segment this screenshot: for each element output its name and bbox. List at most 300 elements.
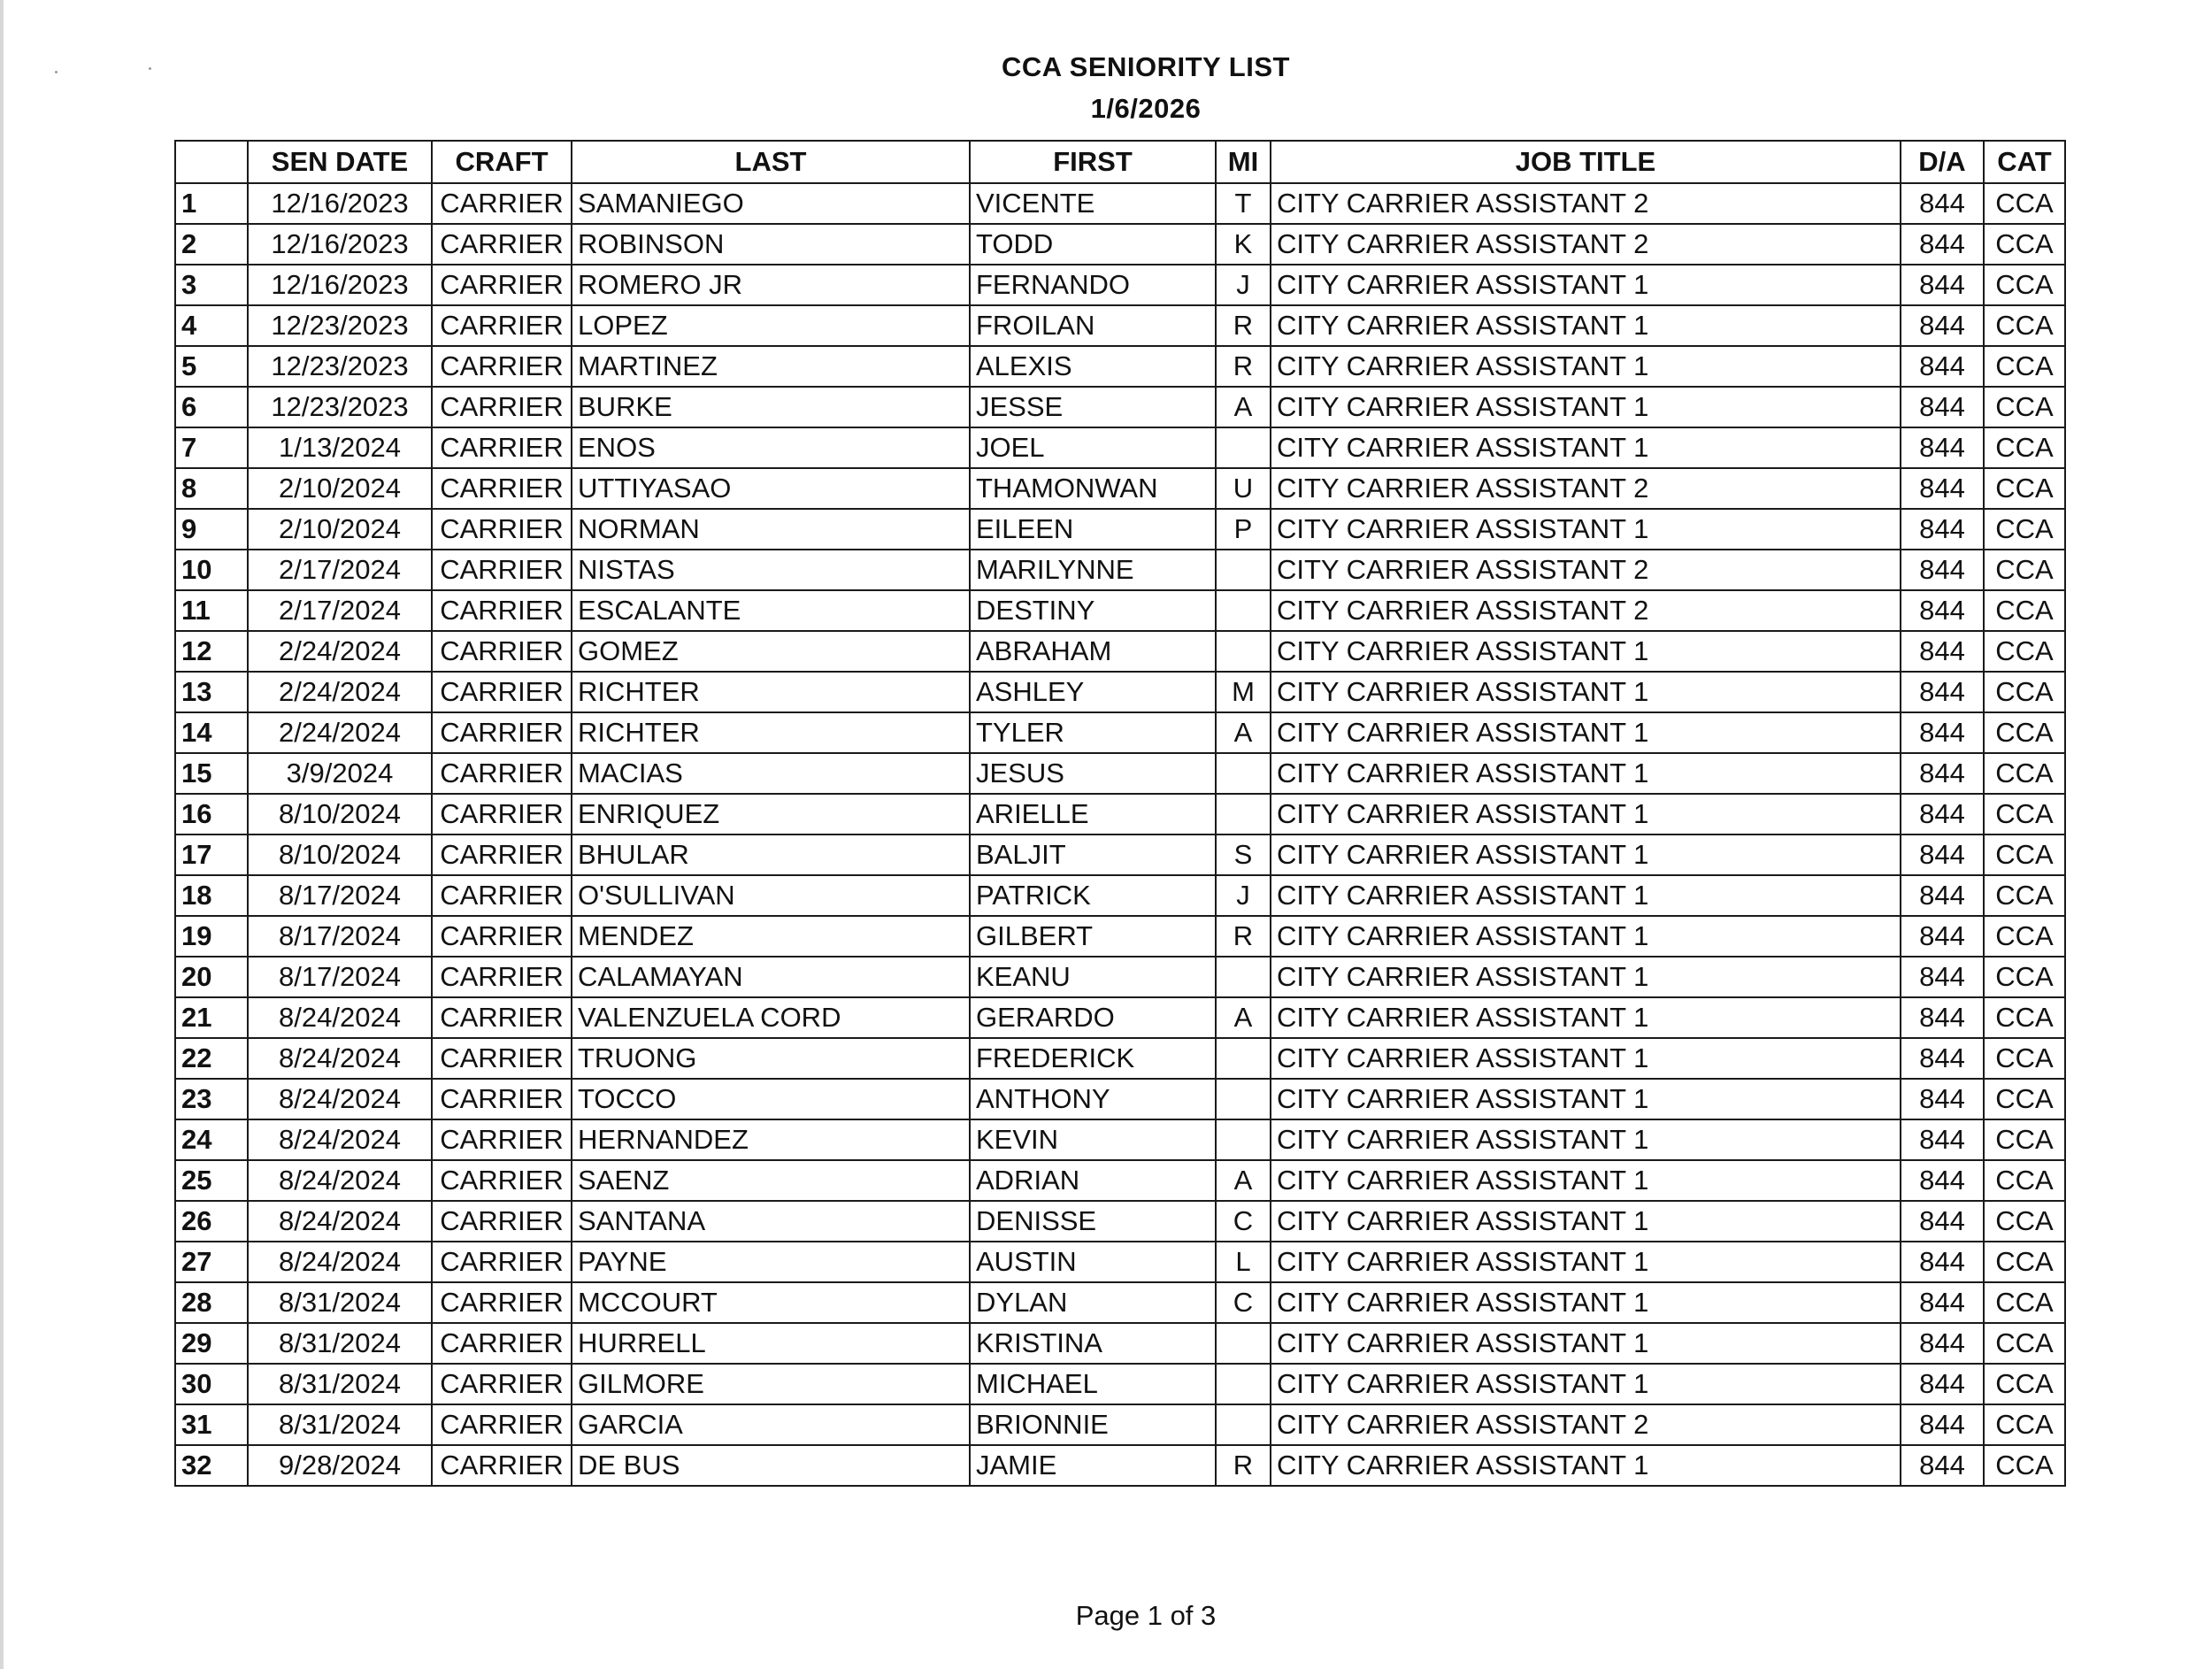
cell-first-name: FROILAN [970, 305, 1216, 346]
cell-middle-initial: U [1216, 468, 1271, 509]
cell-craft: CARRIER [432, 224, 572, 265]
cell-craft: CARRIER [432, 427, 572, 468]
cell-row-number: 11 [175, 590, 248, 631]
cell-job-title: CITY CARRIER ASSISTANT 2 [1271, 183, 1901, 224]
cell-job-title: CITY CARRIER ASSISTANT 1 [1271, 1119, 1901, 1160]
table-row [175, 509, 2065, 550]
seniority-table [174, 140, 2066, 1487]
cell-sen-date: 8/24/2024 [248, 1201, 432, 1242]
cell-category: CCA [1984, 997, 2065, 1038]
cell-last-name: TRUONG [572, 1038, 970, 1079]
cell-da-code: 844 [1901, 916, 1984, 957]
cell-last-name: CALAMAYAN [572, 957, 970, 997]
cell-last-name: RICHTER [572, 672, 970, 712]
cell-job-title: CITY CARRIER ASSISTANT 2 [1271, 224, 1901, 265]
cell-first-name: ALEXIS [970, 346, 1216, 387]
cell-da-code: 844 [1901, 794, 1984, 834]
cell-category: CCA [1984, 1445, 2065, 1486]
table-row [175, 1201, 2065, 1242]
cell-last-name: O'SULLIVAN [572, 875, 970, 916]
cell-category: CCA [1984, 712, 2065, 753]
cell-first-name: TODD [970, 224, 1216, 265]
cell-da-code: 844 [1901, 387, 1984, 427]
cell-category: CCA [1984, 1364, 2065, 1404]
cell-row-number: 8 [175, 468, 248, 509]
cell-da-code: 844 [1901, 631, 1984, 672]
cell-job-title: CITY CARRIER ASSISTANT 1 [1271, 265, 1901, 305]
cell-last-name: NISTAS [572, 550, 970, 590]
cell-da-code: 844 [1901, 590, 1984, 631]
cell-category: CCA [1984, 1119, 2065, 1160]
page-title: CCA SENIORITY LIST [1002, 51, 1290, 82]
cell-category: CCA [1984, 916, 2065, 957]
cell-category: CCA [1984, 631, 2065, 672]
cell-first-name: FERNANDO [970, 265, 1216, 305]
cell-craft: CARRIER [432, 1242, 572, 1282]
table-row [175, 753, 2065, 794]
cell-sen-date: 12/16/2023 [248, 265, 432, 305]
table-row [175, 550, 2065, 590]
column-header-sen-date: SEN DATE [248, 141, 432, 183]
cell-row-number: 3 [175, 265, 248, 305]
cell-da-code: 844 [1901, 1201, 1984, 1242]
cell-craft: CARRIER [432, 387, 572, 427]
cell-sen-date: 1/13/2024 [248, 427, 432, 468]
cell-first-name: MARILYNNE [970, 550, 1216, 590]
cell-job-title: CITY CARRIER ASSISTANT 1 [1271, 1160, 1901, 1201]
cell-first-name: PATRICK [970, 875, 1216, 916]
table-row [175, 1404, 2065, 1445]
cell-sen-date: 8/10/2024 [248, 794, 432, 834]
cell-first-name: DYLAN [970, 1282, 1216, 1323]
cell-middle-initial [1216, 1404, 1271, 1445]
cell-last-name: MCCOURT [572, 1282, 970, 1323]
cell-first-name: GERARDO [970, 997, 1216, 1038]
cell-category: CCA [1984, 224, 2065, 265]
cell-first-name: KEVIN [970, 1119, 1216, 1160]
scan-edge [0, 0, 4, 1669]
cell-first-name: ABRAHAM [970, 631, 1216, 672]
cell-row-number: 6 [175, 387, 248, 427]
cell-da-code: 844 [1901, 183, 1984, 224]
cell-row-number: 21 [175, 997, 248, 1038]
cell-category: CCA [1984, 427, 2065, 468]
cell-sen-date: 12/23/2023 [248, 387, 432, 427]
cell-da-code: 844 [1901, 1079, 1984, 1119]
table-body [175, 183, 2065, 1486]
cell-job-title: CITY CARRIER ASSISTANT 1 [1271, 957, 1901, 997]
cell-middle-initial: P [1216, 509, 1271, 550]
cell-job-title: CITY CARRIER ASSISTANT 1 [1271, 997, 1901, 1038]
cell-middle-initial: S [1216, 834, 1271, 875]
cell-row-number: 31 [175, 1404, 248, 1445]
cell-first-name: ARIELLE [970, 794, 1216, 834]
cell-category: CCA [1984, 468, 2065, 509]
cell-row-number: 15 [175, 753, 248, 794]
cell-job-title: CITY CARRIER ASSISTANT 1 [1271, 794, 1901, 834]
cell-craft: CARRIER [432, 1079, 572, 1119]
cell-craft: CARRIER [432, 1364, 572, 1404]
cell-category: CCA [1984, 794, 2065, 834]
cell-job-title: CITY CARRIER ASSISTANT 1 [1271, 1282, 1901, 1323]
table-row [175, 712, 2065, 753]
cell-first-name: MICHAEL [970, 1364, 1216, 1404]
cell-sen-date: 12/16/2023 [248, 183, 432, 224]
cell-da-code: 844 [1901, 672, 1984, 712]
list-date: 1/6/2026 [1090, 93, 1202, 124]
cell-craft: CARRIER [432, 834, 572, 875]
cell-craft: CARRIER [432, 305, 572, 346]
cell-craft: CARRIER [432, 1404, 572, 1445]
cell-job-title: CITY CARRIER ASSISTANT 2 [1271, 1404, 1901, 1445]
cell-job-title: CITY CARRIER ASSISTANT 2 [1271, 550, 1901, 590]
cell-last-name: ENRIQUEZ [572, 794, 970, 834]
cell-first-name: AUSTIN [970, 1242, 1216, 1282]
cell-first-name: BALJIT [970, 834, 1216, 875]
cell-last-name: MACIAS [572, 753, 970, 794]
cell-da-code: 844 [1901, 1160, 1984, 1201]
cell-middle-initial [1216, 1119, 1271, 1160]
cell-da-code: 844 [1901, 1404, 1984, 1445]
cell-craft: CARRIER [432, 916, 572, 957]
table-row [175, 1364, 2065, 1404]
column-header-last-name: LAST [572, 141, 970, 183]
table-row [175, 1119, 2065, 1160]
cell-sen-date: 8/24/2024 [248, 1242, 432, 1282]
cell-craft: CARRIER [432, 1201, 572, 1242]
cell-category: CCA [1984, 1079, 2065, 1119]
cell-craft: CARRIER [432, 346, 572, 387]
cell-row-number: 30 [175, 1364, 248, 1404]
cell-craft: CARRIER [432, 672, 572, 712]
cell-da-code: 844 [1901, 468, 1984, 509]
cell-craft: CARRIER [432, 1282, 572, 1323]
cell-job-title: CITY CARRIER ASSISTANT 1 [1271, 631, 1901, 672]
cell-craft: CARRIER [432, 1445, 572, 1486]
cell-middle-initial [1216, 550, 1271, 590]
cell-last-name: DE BUS [572, 1445, 970, 1486]
table-row [175, 672, 2065, 712]
cell-job-title: CITY CARRIER ASSISTANT 1 [1271, 875, 1901, 916]
cell-sen-date: 8/31/2024 [248, 1282, 432, 1323]
table-row [175, 1038, 2065, 1079]
table-row [175, 590, 2065, 631]
cell-da-code: 844 [1901, 1364, 1984, 1404]
column-header-da-code: D/A [1901, 141, 1984, 183]
cell-first-name: KRISTINA [970, 1323, 1216, 1364]
cell-category: CCA [1984, 509, 2065, 550]
cell-first-name: ADRIAN [970, 1160, 1216, 1201]
cell-job-title: CITY CARRIER ASSISTANT 1 [1271, 1201, 1901, 1242]
cell-first-name: TYLER [970, 712, 1216, 753]
cell-da-code: 844 [1901, 997, 1984, 1038]
cell-category: CCA [1984, 1242, 2065, 1282]
cell-da-code: 844 [1901, 957, 1984, 997]
cell-da-code: 844 [1901, 875, 1984, 916]
cell-job-title: CITY CARRIER ASSISTANT 1 [1271, 834, 1901, 875]
cell-middle-initial: T [1216, 183, 1271, 224]
table-row [175, 387, 2065, 427]
cell-sen-date: 12/23/2023 [248, 305, 432, 346]
cell-da-code: 844 [1901, 712, 1984, 753]
cell-category: CCA [1984, 265, 2065, 305]
cell-sen-date: 2/10/2024 [248, 468, 432, 509]
cell-craft: CARRIER [432, 1323, 572, 1364]
cell-first-name: BRIONNIE [970, 1404, 1216, 1445]
cell-middle-initial: C [1216, 1201, 1271, 1242]
cell-first-name: VICENTE [970, 183, 1216, 224]
cell-da-code: 844 [1901, 509, 1984, 550]
cell-last-name: GOMEZ [572, 631, 970, 672]
cell-sen-date: 2/10/2024 [248, 509, 432, 550]
cell-craft: CARRIER [432, 590, 572, 631]
cell-category: CCA [1984, 590, 2065, 631]
cell-middle-initial: R [1216, 346, 1271, 387]
cell-last-name: VALENZUELA CORD [572, 997, 970, 1038]
cell-row-number: 23 [175, 1079, 248, 1119]
cell-da-code: 844 [1901, 427, 1984, 468]
cell-job-title: CITY CARRIER ASSISTANT 1 [1271, 1323, 1901, 1364]
cell-job-title: CITY CARRIER ASSISTANT 1 [1271, 672, 1901, 712]
cell-middle-initial: R [1216, 1445, 1271, 1486]
cell-first-name: ANTHONY [970, 1079, 1216, 1119]
cell-craft: CARRIER [432, 631, 572, 672]
cell-last-name: NORMAN [572, 509, 970, 550]
cell-first-name: KEANU [970, 957, 1216, 997]
cell-craft: CARRIER [432, 997, 572, 1038]
cell-middle-initial [1216, 1038, 1271, 1079]
cell-craft: CARRIER [432, 550, 572, 590]
cell-first-name: GILBERT [970, 916, 1216, 957]
cell-craft: CARRIER [432, 468, 572, 509]
table-row [175, 916, 2065, 957]
cell-row-number: 32 [175, 1445, 248, 1486]
header-row [175, 141, 2065, 183]
cell-sen-date: 8/24/2024 [248, 1160, 432, 1201]
cell-da-code: 844 [1901, 1038, 1984, 1079]
cell-sen-date: 8/24/2024 [248, 997, 432, 1038]
cell-craft: CARRIER [432, 1119, 572, 1160]
cell-sen-date: 3/9/2024 [248, 753, 432, 794]
cell-row-number: 20 [175, 957, 248, 997]
table-row [175, 957, 2065, 997]
cell-category: CCA [1984, 346, 2065, 387]
cell-craft: CARRIER [432, 265, 572, 305]
cell-sen-date: 2/24/2024 [248, 712, 432, 753]
cell-middle-initial: J [1216, 875, 1271, 916]
cell-first-name: EILEEN [970, 509, 1216, 550]
cell-sen-date: 8/24/2024 [248, 1038, 432, 1079]
cell-last-name: BURKE [572, 387, 970, 427]
cell-job-title: CITY CARRIER ASSISTANT 1 [1271, 1364, 1901, 1404]
cell-last-name: MENDEZ [572, 916, 970, 957]
cell-first-name: JAMIE [970, 1445, 1216, 1486]
cell-category: CCA [1984, 1160, 2065, 1201]
cell-first-name: ASHLEY [970, 672, 1216, 712]
cell-row-number: 26 [175, 1201, 248, 1242]
cell-craft: CARRIER [432, 794, 572, 834]
cell-sen-date: 8/24/2024 [248, 1079, 432, 1119]
cell-middle-initial [1216, 427, 1271, 468]
cell-category: CCA [1984, 834, 2065, 875]
cell-last-name: LOPEZ [572, 305, 970, 346]
cell-category: CCA [1984, 1038, 2065, 1079]
cell-craft: CARRIER [432, 712, 572, 753]
table-row [175, 427, 2065, 468]
cell-sen-date: 8/17/2024 [248, 875, 432, 916]
cell-craft: CARRIER [432, 753, 572, 794]
cell-row-number: 13 [175, 672, 248, 712]
cell-job-title: CITY CARRIER ASSISTANT 2 [1271, 590, 1901, 631]
cell-row-number: 4 [175, 305, 248, 346]
table-row [175, 468, 2065, 509]
cell-row-number: 29 [175, 1323, 248, 1364]
cell-last-name: GILMORE [572, 1364, 970, 1404]
cell-row-number: 7 [175, 427, 248, 468]
cell-middle-initial: A [1216, 387, 1271, 427]
cell-category: CCA [1984, 183, 2065, 224]
cell-last-name: ENOS [572, 427, 970, 468]
cell-craft: CARRIER [432, 1038, 572, 1079]
cell-last-name: MARTINEZ [572, 346, 970, 387]
cell-last-name: SAENZ [572, 1160, 970, 1201]
cell-category: CCA [1984, 1201, 2065, 1242]
cell-category: CCA [1984, 957, 2065, 997]
column-header-row-number [175, 141, 248, 183]
cell-job-title: CITY CARRIER ASSISTANT 1 [1271, 509, 1901, 550]
cell-row-number: 19 [175, 916, 248, 957]
cell-row-number: 5 [175, 346, 248, 387]
table-row [175, 631, 2065, 672]
cell-middle-initial: R [1216, 916, 1271, 957]
cell-last-name: GARCIA [572, 1404, 970, 1445]
cell-category: CCA [1984, 550, 2065, 590]
table-row [175, 305, 2065, 346]
page-number: Page 1 of 3 [1075, 1600, 1217, 1631]
cell-first-name: DENISSE [970, 1201, 1216, 1242]
cell-job-title: CITY CARRIER ASSISTANT 1 [1271, 1242, 1901, 1282]
column-header-first-name: FIRST [970, 141, 1216, 183]
cell-da-code: 844 [1901, 224, 1984, 265]
table-row [175, 265, 2065, 305]
cell-category: CCA [1984, 1404, 2065, 1445]
table-row [175, 1282, 2065, 1323]
table-row [175, 1242, 2065, 1282]
cell-middle-initial [1216, 631, 1271, 672]
cell-sen-date: 8/17/2024 [248, 916, 432, 957]
cell-middle-initial [1216, 1364, 1271, 1404]
cell-first-name: FREDERICK [970, 1038, 1216, 1079]
cell-da-code: 844 [1901, 1282, 1984, 1323]
cell-job-title: CITY CARRIER ASSISTANT 1 [1271, 305, 1901, 346]
cell-job-title: CITY CARRIER ASSISTANT 1 [1271, 916, 1901, 957]
cell-da-code: 844 [1901, 305, 1984, 346]
cell-sen-date: 8/17/2024 [248, 957, 432, 997]
cell-row-number: 12 [175, 631, 248, 672]
cell-craft: CARRIER [432, 1160, 572, 1201]
cell-row-number: 24 [175, 1119, 248, 1160]
cell-job-title: CITY CARRIER ASSISTANT 1 [1271, 427, 1901, 468]
column-header-middle-initial: MI [1216, 141, 1271, 183]
cell-row-number: 25 [175, 1160, 248, 1201]
cell-da-code: 844 [1901, 550, 1984, 590]
cell-sen-date: 12/16/2023 [248, 224, 432, 265]
cell-last-name: ROBINSON [572, 224, 970, 265]
cell-first-name: JESUS [970, 753, 1216, 794]
cell-last-name: PAYNE [572, 1242, 970, 1282]
cell-da-code: 844 [1901, 1119, 1984, 1160]
cell-row-number: 28 [175, 1282, 248, 1323]
cell-middle-initial: R [1216, 305, 1271, 346]
cell-job-title: CITY CARRIER ASSISTANT 1 [1271, 1445, 1901, 1486]
cell-middle-initial: A [1216, 712, 1271, 753]
cell-sen-date: 8/31/2024 [248, 1323, 432, 1364]
cell-row-number: 1 [175, 183, 248, 224]
cell-category: CCA [1984, 1323, 2065, 1364]
cell-category: CCA [1984, 305, 2065, 346]
cell-sen-date: 8/10/2024 [248, 834, 432, 875]
cell-da-code: 844 [1901, 753, 1984, 794]
cell-row-number: 17 [175, 834, 248, 875]
cell-row-number: 10 [175, 550, 248, 590]
table-row [175, 1160, 2065, 1201]
table-row [175, 834, 2065, 875]
cell-first-name: JOEL [970, 427, 1216, 468]
cell-category: CCA [1984, 1282, 2065, 1323]
cell-da-code: 844 [1901, 834, 1984, 875]
cell-row-number: 9 [175, 509, 248, 550]
cell-sen-date: 8/24/2024 [248, 1119, 432, 1160]
cell-last-name: UTTIYASAO [572, 468, 970, 509]
column-header-job-title: JOB TITLE [1271, 141, 1901, 183]
cell-craft: CARRIER [432, 183, 572, 224]
cell-category: CCA [1984, 875, 2065, 916]
cell-sen-date: 8/31/2024 [248, 1404, 432, 1445]
cell-job-title: CITY CARRIER ASSISTANT 1 [1271, 753, 1901, 794]
cell-category: CCA [1984, 387, 2065, 427]
cell-row-number: 27 [175, 1242, 248, 1282]
cell-last-name: BHULAR [572, 834, 970, 875]
cell-last-name: HURRELL [572, 1323, 970, 1364]
table-row [175, 794, 2065, 834]
cell-middle-initial: M [1216, 672, 1271, 712]
column-header-craft: CRAFT [432, 141, 572, 183]
cell-job-title: CITY CARRIER ASSISTANT 1 [1271, 1079, 1901, 1119]
cell-craft: CARRIER [432, 875, 572, 916]
cell-sen-date: 8/31/2024 [248, 1364, 432, 1404]
cell-middle-initial: A [1216, 997, 1271, 1038]
cell-sen-date: 9/28/2024 [248, 1445, 432, 1486]
cell-last-name: TOCCO [572, 1079, 970, 1119]
cell-middle-initial [1216, 1323, 1271, 1364]
cell-job-title: CITY CARRIER ASSISTANT 1 [1271, 712, 1901, 753]
cell-middle-initial [1216, 794, 1271, 834]
cell-craft: CARRIER [432, 957, 572, 997]
cell-middle-initial: A [1216, 1160, 1271, 1201]
cell-middle-initial [1216, 1079, 1271, 1119]
table-row [175, 1445, 2065, 1486]
cell-sen-date: 2/24/2024 [248, 672, 432, 712]
cell-row-number: 18 [175, 875, 248, 916]
cell-craft: CARRIER [432, 509, 572, 550]
cell-da-code: 844 [1901, 265, 1984, 305]
cell-da-code: 844 [1901, 1242, 1984, 1282]
cell-middle-initial [1216, 590, 1271, 631]
cell-da-code: 844 [1901, 1445, 1984, 1486]
cell-sen-date: 2/17/2024 [248, 590, 432, 631]
cell-da-code: 844 [1901, 1323, 1984, 1364]
cell-category: CCA [1984, 672, 2065, 712]
